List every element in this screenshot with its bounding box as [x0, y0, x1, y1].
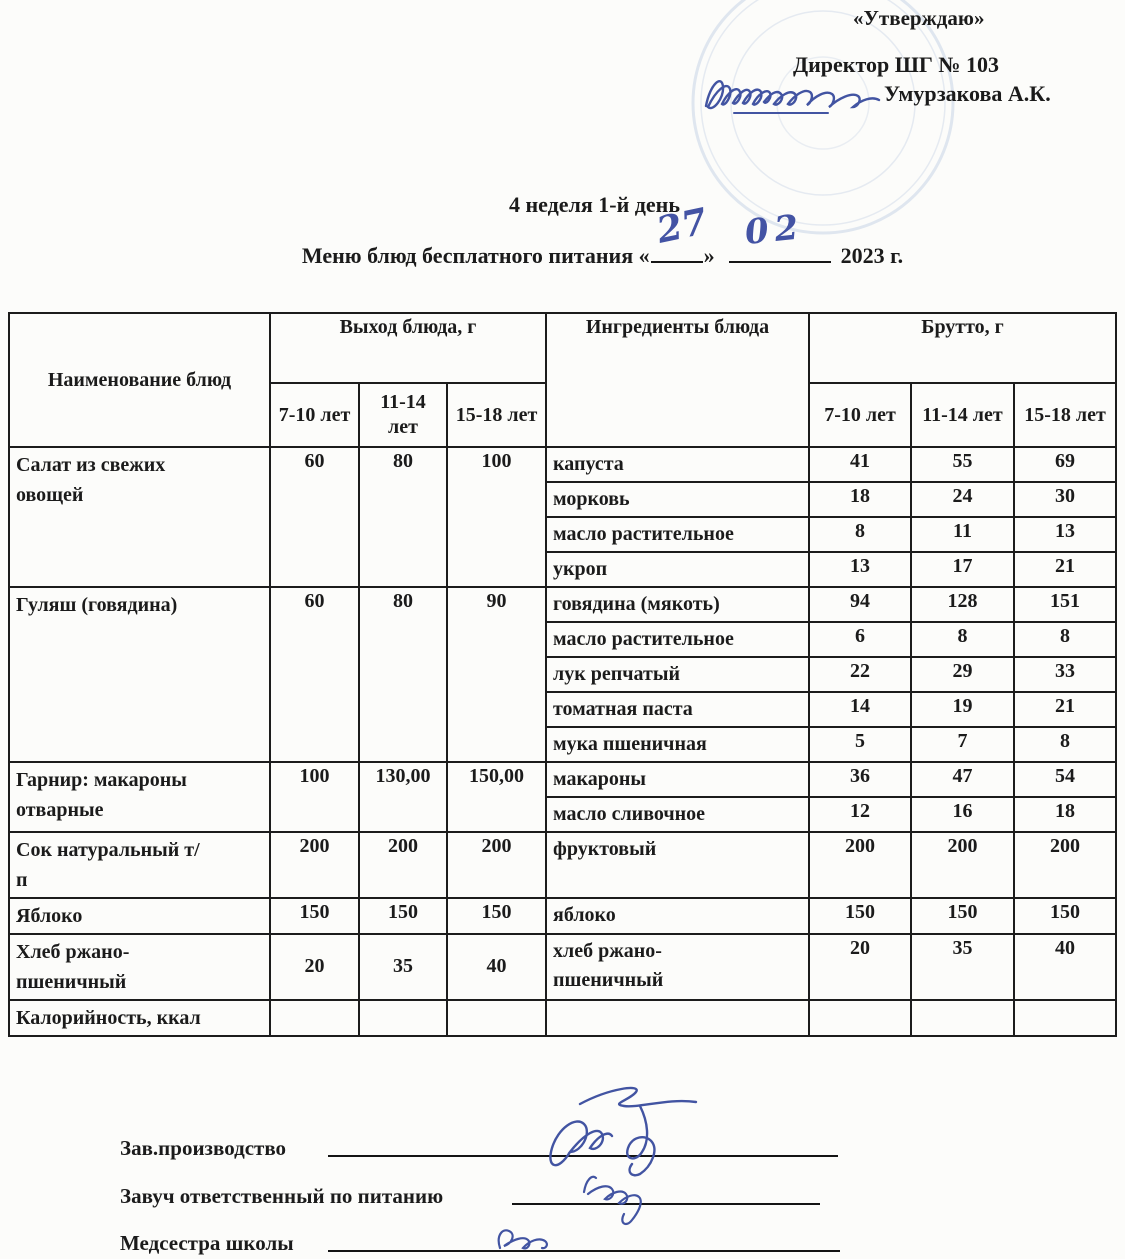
year-label: 2023 г.: [840, 243, 904, 268]
header-ingredients: Ингредиенты блюда: [546, 313, 809, 447]
gross-cell: 21: [1014, 552, 1116, 587]
ingredient-cell-empty: [546, 1000, 809, 1036]
gross-cell: 24: [911, 482, 1014, 517]
gross-cell: 8: [1014, 622, 1116, 657]
dish-name-cell: Хлеб ржано-пшеничный: [9, 934, 270, 1000]
output-cell: 150,00: [447, 762, 546, 832]
dish-name-cell: Сок натуральный т/п: [9, 832, 270, 898]
gross-cell-empty: [1014, 1000, 1116, 1036]
gross-cell: 41: [809, 447, 911, 482]
ingredient-cell: масло растительное: [546, 517, 809, 552]
header-age-11-14: 11-14 лет: [359, 383, 447, 447]
gross-cell: 18: [1014, 797, 1116, 832]
nutrition-head-teacher-label: Завуч ответственный по питанию: [120, 1184, 444, 1208]
gross-cell: 17: [911, 552, 1014, 587]
quote-close: »: [703, 243, 715, 268]
table-row: [9, 898, 1116, 934]
gross-cell: 40: [1014, 934, 1116, 1000]
gross-cell: 150: [1014, 898, 1116, 934]
gross-cell: 55: [911, 447, 1014, 482]
table-header-row-1: [9, 313, 1116, 383]
ingredient-cell: укроп: [546, 552, 809, 587]
gross-cell: 150: [911, 898, 1014, 934]
header-age-7-10: 7-10 лет: [809, 383, 911, 447]
gross-cell: 128: [911, 587, 1014, 622]
gross-cell: 6: [809, 622, 911, 657]
ingredient-cell: яблоко: [546, 898, 809, 934]
gross-cell: 13: [1014, 517, 1116, 552]
gross-cell: 35: [911, 934, 1014, 1000]
gross-cell: 36: [809, 762, 911, 797]
ingredient-cell: хлеб ржано-пшеничный: [546, 934, 809, 1000]
gross-cell-empty: [809, 1000, 911, 1036]
nutrition-head-teacher-signature-line: [512, 1203, 820, 1205]
gross-cell: 8: [911, 622, 1014, 657]
table-row: [9, 762, 1116, 797]
output-cell: 100: [270, 762, 359, 832]
header-output: Выход блюда, г: [270, 313, 546, 383]
output-cell: 200: [447, 832, 546, 898]
gross-cell: 151: [1014, 587, 1116, 622]
output-cell: 150: [359, 898, 447, 934]
header-age-15-18: 15-18 лет: [1014, 383, 1116, 447]
production-manager-signature-icon: [540, 1082, 705, 1182]
gross-cell: 30: [1014, 482, 1116, 517]
output-cell: 90: [447, 587, 546, 762]
gross-cell: 20: [809, 934, 911, 1000]
ingredient-cell: лук репчатый: [546, 657, 809, 692]
school-nurse-signature-line: [328, 1250, 840, 1252]
table-row: [9, 934, 1116, 1000]
gross-cell: 200: [809, 832, 911, 898]
table-row: [9, 1000, 1116, 1036]
ingredient-cell: масло растительное: [546, 622, 809, 657]
gross-cell: 16: [911, 797, 1014, 832]
header-age-7-10: 7-10 лет: [270, 383, 359, 447]
output-cell: 100: [447, 447, 546, 587]
gross-cell: 200: [1014, 832, 1116, 898]
ingredient-cell: томатная паста: [546, 692, 809, 727]
header-age-11-14: 11-14 лет: [911, 383, 1014, 447]
production-manager-label: Зав.производство: [120, 1136, 287, 1160]
gross-cell: 5: [809, 727, 911, 762]
output-cell-empty: [270, 1000, 359, 1036]
output-cell: 150: [447, 898, 546, 934]
table-row: [9, 832, 1116, 898]
header-age-15-18: 15-18 лет: [447, 383, 546, 447]
table-row: [9, 447, 1116, 482]
gross-cell: 29: [911, 657, 1014, 692]
gross-cell: 7: [911, 727, 1014, 762]
nutrition-head-teacher-signature-icon: [578, 1168, 658, 1230]
school-nurse-label: Медсестра школы: [120, 1231, 294, 1255]
calories-label-cell: Калорийность, ккал: [9, 1000, 270, 1036]
ingredient-cell: фруктовый: [546, 832, 809, 898]
dish-name-cell: Салат из свежих овощей: [9, 447, 270, 587]
gross-cell: 69: [1014, 447, 1116, 482]
gross-cell: 14: [809, 692, 911, 727]
director-signature-icon: [700, 68, 892, 120]
header-gross: Брутто, г: [809, 313, 1116, 383]
date-month-slot: [729, 207, 831, 263]
handwritten-day: 27: [652, 200, 711, 252]
ingredient-cell: мука пшеничная: [546, 727, 809, 762]
dish-name-cell: Гуляш (говядина): [9, 587, 270, 762]
output-cell: 80: [359, 447, 447, 587]
output-cell: 200: [359, 832, 447, 898]
output-cell: 35: [359, 934, 447, 1000]
director-signature-row: [700, 68, 1110, 120]
gross-cell: 33: [1014, 657, 1116, 692]
output-cell-empty: [359, 1000, 447, 1036]
gross-cell: 12: [809, 797, 911, 832]
gross-cell: 22: [809, 657, 911, 692]
approve-label: «Утверждаю»: [853, 6, 985, 30]
gross-cell: 18: [809, 482, 911, 517]
gross-cell: 94: [809, 587, 911, 622]
gross-cell: 21: [1014, 692, 1116, 727]
menu-table: [8, 312, 1117, 1037]
ingredient-cell: макароны: [546, 762, 809, 797]
menu-title-prefix: Меню блюд бесплатного питания: [301, 243, 634, 268]
gross-cell: 8: [809, 517, 911, 552]
output-cell: 130,00: [359, 762, 447, 832]
ingredient-cell: капуста: [546, 447, 809, 482]
gross-cell: 11: [911, 517, 1014, 552]
gross-cell: 150: [809, 898, 911, 934]
output-cell: 40: [447, 934, 546, 1000]
gross-cell: 54: [1014, 762, 1116, 797]
week-day-title: 4 неделя 1-й день: [509, 192, 680, 217]
table-row: [9, 587, 1116, 622]
output-cell: 80: [359, 587, 447, 762]
ingredient-cell: говядина (мякоть): [546, 587, 809, 622]
gross-cell: 47: [911, 762, 1014, 797]
director-name: Умурзакова А.К.: [884, 81, 1051, 106]
dish-name-cell: Гарнир: макароны отварные: [9, 762, 270, 832]
output-cell: 200: [270, 832, 359, 898]
gross-cell-empty: [911, 1000, 1014, 1036]
gross-cell: 200: [911, 832, 1014, 898]
production-manager-signature-line: [328, 1155, 838, 1157]
ingredient-cell: морковь: [546, 482, 809, 517]
gross-cell: 8: [1014, 727, 1116, 762]
output-cell: 150: [270, 898, 359, 934]
handwritten-month: 02: [742, 207, 806, 253]
gross-cell: 19: [911, 692, 1014, 727]
output-cell: 20: [270, 934, 359, 1000]
gross-cell: 13: [809, 552, 911, 587]
header-dish-name: Наименование блюд: [9, 313, 270, 447]
output-cell-empty: [447, 1000, 546, 1036]
output-cell: 60: [270, 447, 359, 587]
dish-name-cell: Яблоко: [9, 898, 270, 934]
date-day-slot: [651, 200, 711, 263]
quote-open: «: [638, 243, 650, 268]
director-title: Директор ШГ № 103: [793, 52, 1000, 77]
output-cell: 60: [270, 587, 359, 762]
ingredient-cell: масло сливочное: [546, 797, 809, 832]
